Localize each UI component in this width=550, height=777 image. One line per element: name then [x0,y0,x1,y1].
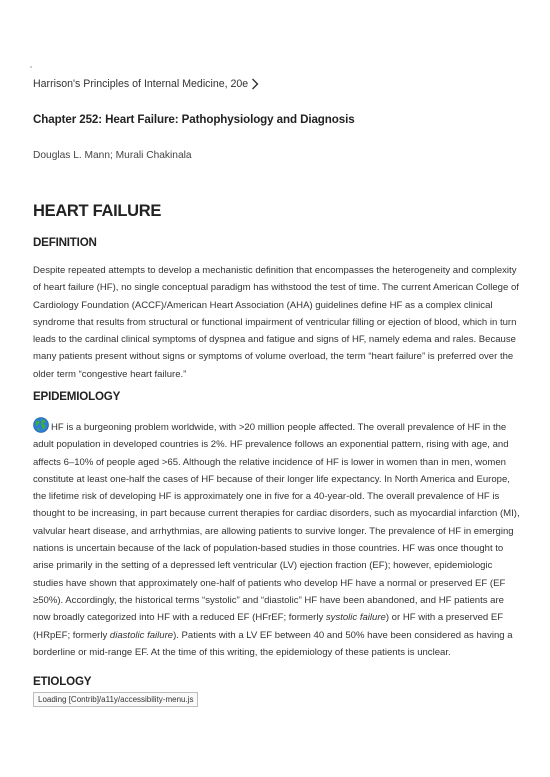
chevron-right-icon[interactable] [251,78,259,90]
epidemiology-italic-1: systolic failure [325,612,386,624]
definition-paragraph: Despite repeated attempts to develop a mechanistic definition that encompasses the heterogeneity and complexity of heart failure (HF), no single conceptual paradigm has withstood the test of time. The current American College of Cardiology Foundation (ACCF)/American Heart Association (AHA) guidelines define HF as a complex clinical syndrome that results from structural or functional impairment of ventricular filling or ejection of blood, which in turn leads to the cardinal clinical symptoms of dyspnea and fatigue and signs of HF, namely edema and rales. Because many patients present without signs or symptoms of volume overload, the term “heart failure” is preferred over the older term “congestive heart failure.” [33,265,519,380]
section-heading: HEART FAILURE [33,202,162,220]
epidemiology-heading: EPIDEMIOLOGY [33,390,121,403]
breadcrumb-label[interactable]: Harrison's Principles of Internal Medicine, 20e [33,78,249,90]
chapter-title: Chapter 252: Heart Failure: Pathophysiology and Diagnosis [33,113,355,126]
authors: Douglas L. Mann; Murali Chakinala [33,150,192,161]
etiology-heading: ETIOLOGY [33,675,92,688]
definition-heading: DEFINITION [33,236,97,249]
breadcrumb[interactable] [33,78,259,90]
epidemiology-italic-2: diastolic failure [109,629,174,641]
loading-status: Loading [Contrib]/a11y/accessibility-menu.js [33,692,198,707]
epidemiology-text-2: ) or HF with a preserved EF (HRpEF; formerly [33,612,504,641]
decorative-dot [30,66,32,68]
epidemiology-paragraph [33,417,523,661]
epidemiology-text-1: HF is a burgeoning problem worldwide, with >20 million people affected. The overall prevalence of HF in the adult population in developed countries is 2%. HF prevalence follows an exponential pattern, rising with age, and affects 6–10% of people aged >65. Although the relative incidence of HF is lower in women than in men, women constitute at least one-half the cases of HF because of their longer life expectancy. In North America and Europe, the lifetime risk of developing HF is approximately one in five for a 40-year-old. The overall prevalence of HF is thought to be increasing, in part because current therapies for cardiac disorders, such as myocardial infarction (MI), valvular heart disease, and arrhythmias, are allowing patients to survive longer. The prevalence of HF in emerging nations is uncertain because of the lack of population-based studies in those countries. HF was once thought to arise primarily in the setting of a depressed left ventricular (LV) ejection fraction (EF); however, epidemiologic studies have shown that approximately one-half of patients who develop HF have a normal or preserved EF (EF ≥50%). Accordingly, the historical terms “systolic” and “diastolic” HF have been abandoned, and HF patients are now broadly categorized into HF with a reduced EF (HFrEF; formerly [33,422,520,624]
epidemiology-text-3: ). Patients with a LV EF between 40 and 50% have been considered as having a borderline or mid-range EF. At the time of this writing, the epidemiology of these patients is unclear. [33,629,513,658]
globe-icon [33,417,49,433]
